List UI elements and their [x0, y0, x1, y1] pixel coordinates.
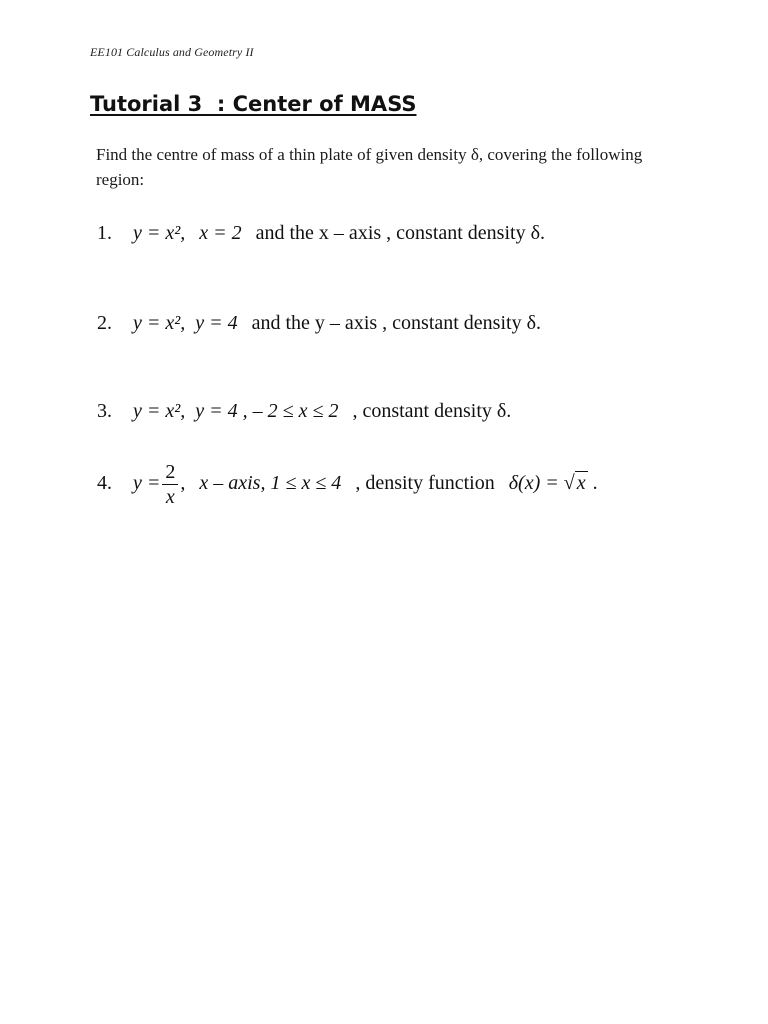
fraction	[162, 462, 178, 507]
problem-expression-a: y = x²,	[133, 312, 186, 334]
problem-1	[97, 222, 545, 245]
problem-expression-b: y = 4	[195, 312, 238, 334]
fraction-numerator: 2	[162, 462, 178, 485]
problem-end: .	[592, 472, 598, 495]
problem-number: 2.	[97, 312, 112, 334]
problem-3	[97, 400, 511, 423]
problem-text: , density function	[355, 472, 495, 495]
problem-text: and the y – axis , constant density δ.	[251, 312, 541, 334]
problem-text: , constant density δ.	[352, 400, 512, 422]
sqrt-argument: x	[576, 472, 586, 495]
problem-number: 3.	[97, 400, 112, 422]
problem-number: 4.	[97, 472, 112, 495]
square-root	[564, 471, 588, 495]
problem-expression-b: x – axis, 1 ≤ x ≤ 4	[199, 472, 342, 495]
problem-number: 1.	[97, 222, 112, 244]
sqrt-symbol: √	[563, 472, 575, 495]
problem-expression-a: y = x²,	[133, 400, 186, 422]
problem-comma: ,	[180, 472, 186, 495]
problem-2	[97, 312, 541, 335]
problem-text: and the x – axis , constant density δ.	[255, 222, 545, 244]
problem-expression-b: y = 4 , – 2 ≤ x ≤ 2	[195, 400, 339, 422]
intro-paragraph: Find the centre of mass of a thin plate of given density δ, covering the following region:	[96, 145, 643, 189]
course-header: EE101 Calculus and Geometry II	[90, 45, 254, 59]
problem-lhs: y =	[133, 472, 161, 495]
problem-4	[97, 462, 598, 507]
problem-expression-b: x = 2	[199, 222, 242, 244]
tutorial-title: Tutorial 3 : Center of MASS	[90, 92, 417, 116]
density-lhs: δ(x) =	[508, 472, 559, 495]
fraction-denominator: x	[165, 486, 175, 508]
problem-expression-a: y = x²,	[133, 222, 186, 244]
